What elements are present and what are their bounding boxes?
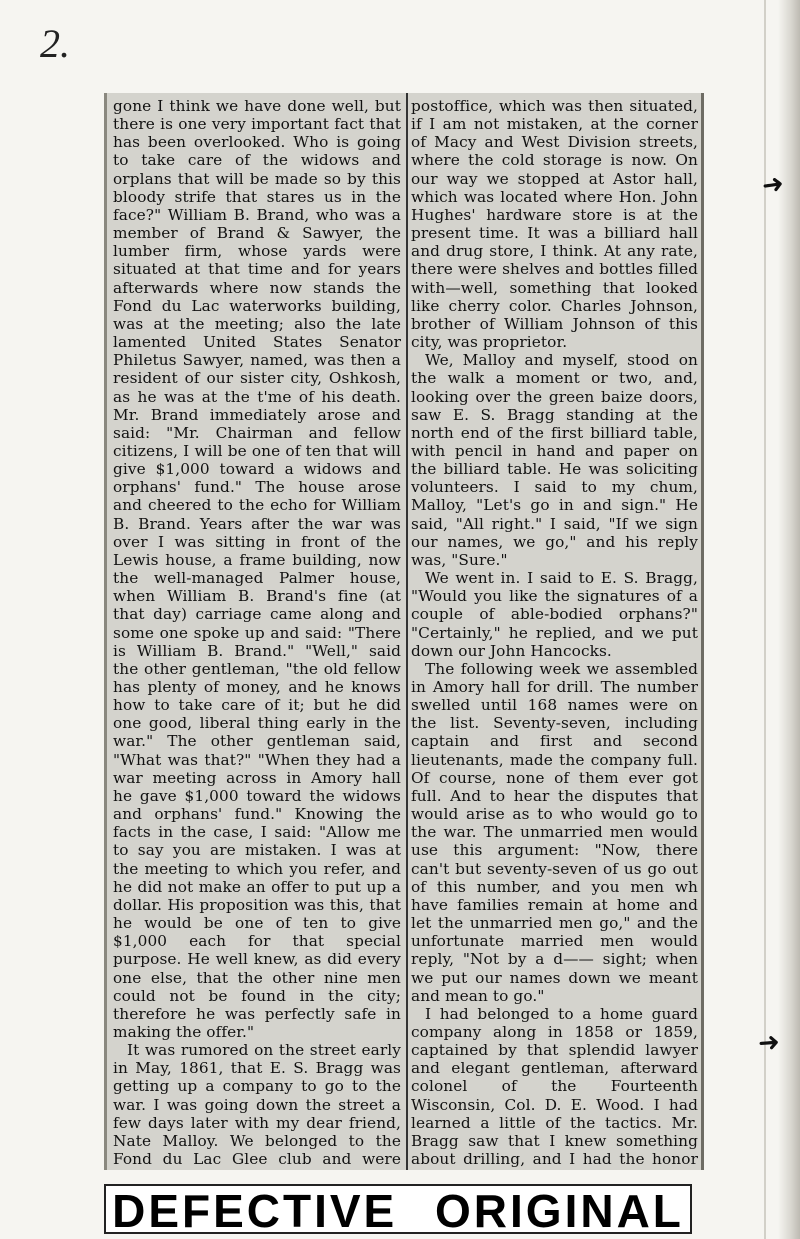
binding-hole-mark: ➜	[760, 168, 786, 202]
column-right	[411, 97, 698, 1167]
paragraph: We, Malloy and myself, stood on the walk a moment or two, and, looking over the green baize doors, saw E. S. Bragg standing at the north end of the first billiard table, with pencil in hand and paper on the billiard table. He was soliciting volunteers. I said to my chum, Malloy, "Let's go in and sign." He said, "All right." I said, "If we sign our names, we go," and his reply was, "Sure."	[411, 351, 698, 569]
newspaper-clipping	[104, 93, 704, 1170]
binding-hole-mark: ➜	[756, 1027, 781, 1059]
page-number: 2.	[40, 21, 70, 66]
paragraph: We went in. I said to E. S. Bragg, "Would you like the signatures of a couple of able-bodied orphans?" "Certainly," he replied, and we put down our John Hancocks.	[411, 569, 698, 660]
paragraph: postoffice, which was then situated, if I am not mistaken, at the corner of Macy and West Division streets, where the cold storage is now. On our way we stopped at Astor hall, which was located where Hon. John Hughes' hardware store is at the present time. It was a billiard hall and drug store, I think. At any rate, there were shelves and bottles filled with—well, something that looked like cherry color. Charles Johnson, brother of William Johnson of this city, was proprietor.	[411, 97, 698, 352]
paragraph: It was rumored on the street early in May, 1861, that E. S. Bragg was getting up a company to go to the war. I was going down the street a few days later with my dear friend, Nate Malloy. We belonged to the Fond du Lac Glee club and were	[113, 1041, 401, 1167]
column-left	[113, 97, 401, 1167]
paragraph: The following week we assembled in Amory hall for drill. The number swelled until 168 names were on the list. Seventy-seven, including captain and first and second lieutenants, made the company full. Of course, none of them ever got full. And to hear the disputes that would arise as to who would go to the war. The unmarried men would use this argument: "Now, there can't but seventy-seven of us go out of this number, and you men wh have families remain at home and let the unmarried men go," and the unfortunate married men would reply, "Not by a d—— sight; when we put our names down we meant and mean to go."	[411, 659, 698, 1005]
paragraph: gone I think we have done well, but there is one very important fact that has been overlooked. Who is going to take care of the widows and orplans that will be made so by this bloody strife that stares us in the face?" William B. Brand, who was a member of Brand & Sawyer, the lumber firm, whose yards were situated at that time and for years afterwards where now stands the Fond du Lac waterworks building, was at the meeting; also the late lamented United States Senator Philetus Sawyer, named, was then a resident of our sister city, Oshkosh, as he was at the t'me of his death. Mr. Brand immediately arose and said: "Mr. Chairman and fellow citizens, I will be one of ten that will give $1,000 toward a widows and orphans' fund." The house arose and cheered to the echo for William B. Brand. Years after the war was over I was sitting in front of the Lewis house, a frame building, now the well-managed Palmer house, when William B. Brand's fine (at that day) carriage came along and some one spoke up and said: "There is William B. Brand." "Well," said the other gentleman, "the old fellow has plenty of money, and he knows how to take care of it; but he did one good, liberal thing early in the war." The other gentleman said, "What was that?" "When they had a war meeting across in Amory hall he gave $1,000 toward the widows and orphans' fund." Knowing the facts in the case, I said: "Allow me to say you are mistaken. I was at the meeting to which you refer, and he did not make an offer to put up a dollar. His proposition was this, that he would be one of ten to give $1,000 each for that special purpose. He well knew, as did every one else, that the other nine men could not be found in the city; therefore he was perfectly safe in making the offer."	[113, 97, 401, 1041]
defective-original-stamp: DEFECTIVE ORIGINAL	[104, 1184, 692, 1234]
paragraph: I had belonged to a home guard company along in 1858 or 1859, captained by that splendid lawyer and elegant gentleman, afterward colonel of the Fourteenth Wisconsin, Col. D. E. Wood. I had learned a little of the tactics. Mr. Bragg saw that I knew something about drilling, and I had the honor	[411, 1004, 698, 1167]
column-divider	[406, 93, 408, 1170]
